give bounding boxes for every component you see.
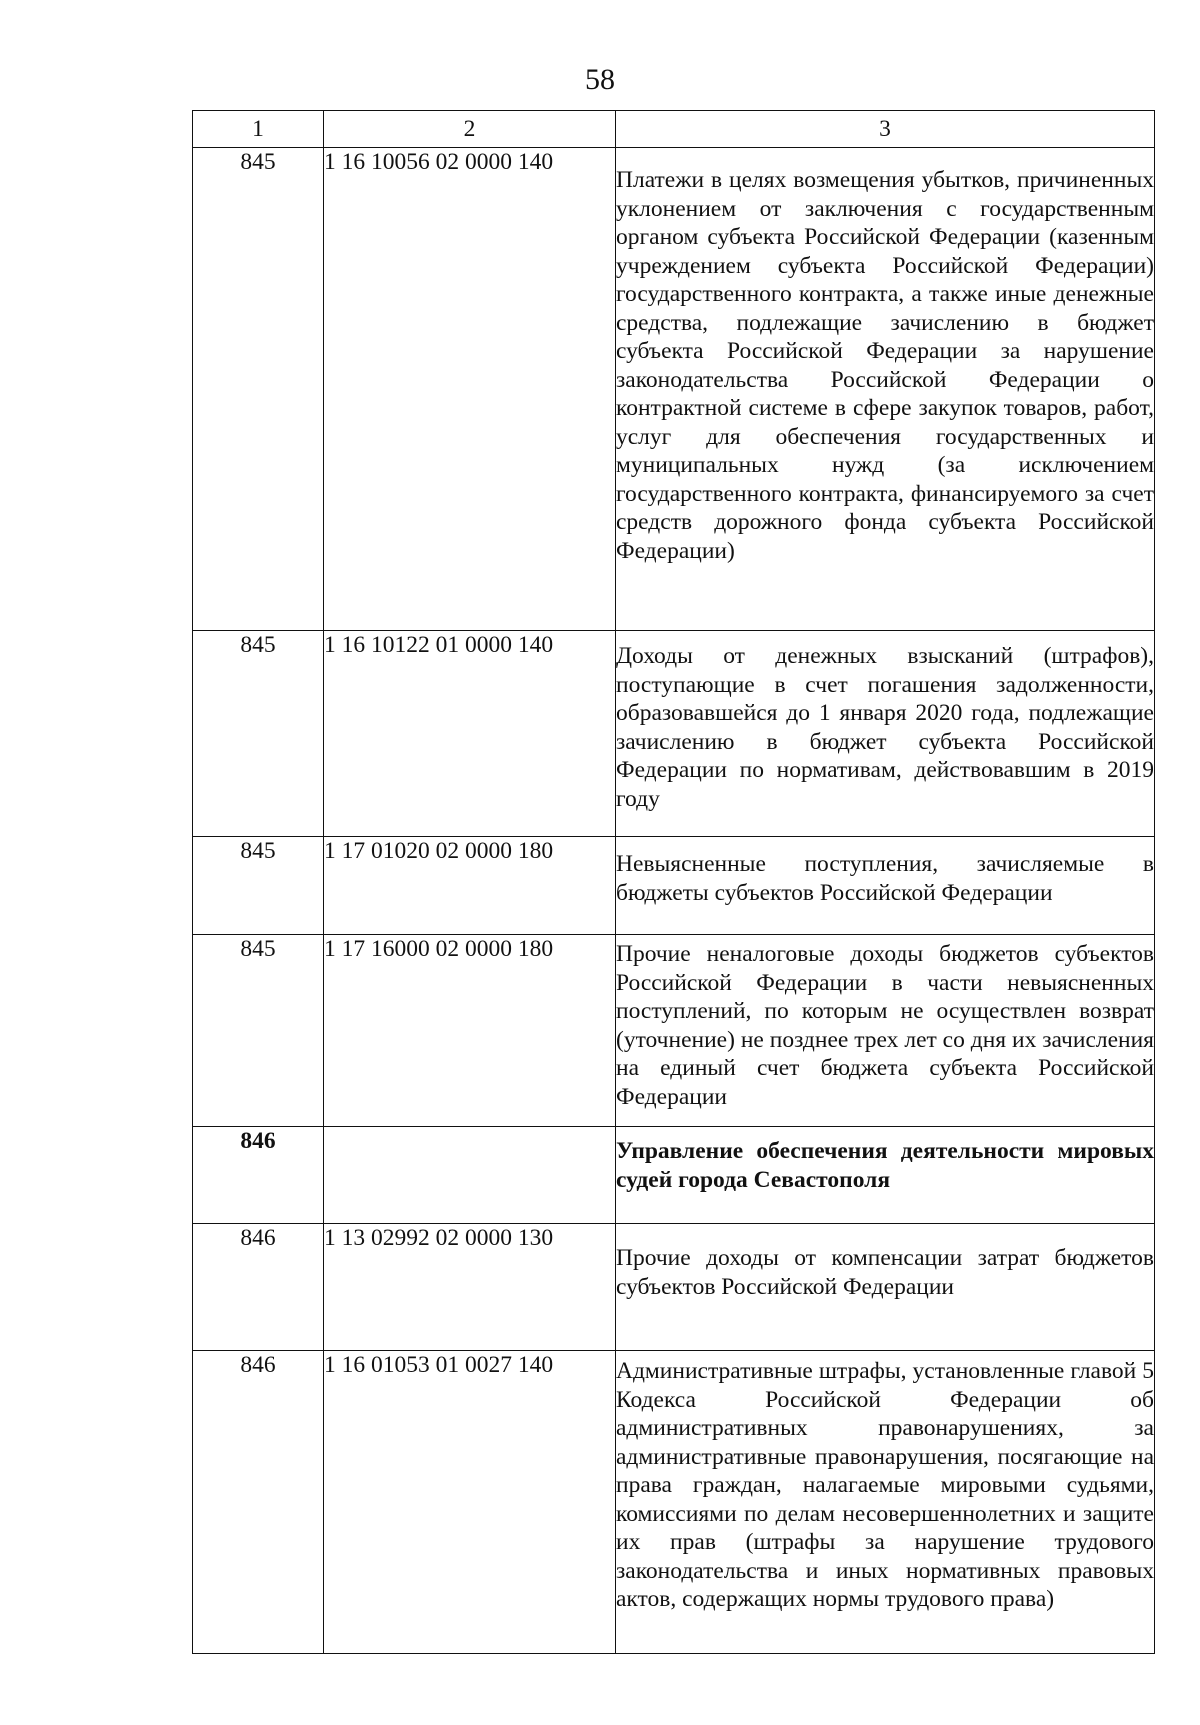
header-col-1: 1 xyxy=(193,111,324,148)
table-row xyxy=(193,837,1155,935)
admin-code-cell: 845 xyxy=(193,148,324,631)
header-col-2: 2 xyxy=(324,111,616,148)
table-row xyxy=(193,935,1155,1127)
budget-code-cell: 1 17 16000 02 0000 180 xyxy=(324,935,616,1127)
admin-code-cell: 846 xyxy=(193,1127,324,1224)
admin-code-cell: 845 xyxy=(193,935,324,1127)
table-row xyxy=(193,1351,1155,1654)
budget-code-cell: 1 17 01020 02 0000 180 xyxy=(324,837,616,935)
description-cell: Административные штрафы, установленные главой 5 Кодекса Российской Федерации об административных правонарушениях, за административные правонарушения, посягающие на права граждан, налагаемые мировыми судьями, комиссиями по делам несовершеннолетних и защите их прав (штрафы за нарушение трудового законодательства и иных нормативных правовых актов, содержащих нормы трудового права) xyxy=(616,1351,1155,1654)
description-cell: Невыясненные поступления, зачисляемые в бюджеты субъектов Российской Федерации xyxy=(616,837,1155,935)
budget-code-cell: 1 16 10056 02 0000 140 xyxy=(324,148,616,631)
description-cell: Прочие доходы от компенсации затрат бюджетов субъектов Российской Федерации xyxy=(616,1224,1155,1351)
revenue-codes-table xyxy=(192,110,1155,1654)
description-cell: Платежи в целях возмещения убытков, причиненных уклонением от заключения с государственным органом субъекта Российской Федерации (казенным учреждением субъекта Российской Федерации) государственного контракта, а также иные денежные средства, подлежащие зачислению в бюджет субъекта Российской Федерации за нарушение законодательства Российской Федерации о контрактной системе в сфере закупок товаров, работ, услуг для обеспечения государственных и муниципальных нужд (за исключением государственного контракта, финансируемого за счет средств дорожного фонда субъекта Российской Федерации) xyxy=(616,148,1155,631)
table-row xyxy=(193,1224,1155,1351)
description-cell: Доходы от денежных взысканий (штрафов), поступающие в счет погашения задолженности, образовавшейся до 1 января 2020 года, подлежащие зачислению в бюджет субъекта Российской Федерации по нормативам, действовавшим в 2019 году xyxy=(616,631,1155,837)
table-row-section-header xyxy=(193,1127,1155,1224)
table-row xyxy=(193,148,1155,631)
budget-code-cell: 1 13 02992 02 0000 130 xyxy=(324,1224,616,1351)
admin-code-cell: 846 xyxy=(193,1351,324,1654)
admin-code-cell: 846 xyxy=(193,1224,324,1351)
section-title-cell: Управление обеспечения деятельности мировых судей города Севастополя xyxy=(616,1127,1155,1224)
table-header-row xyxy=(193,111,1155,148)
admin-code-cell: 845 xyxy=(193,837,324,935)
budget-code-cell: 1 16 01053 01 0027 140 xyxy=(324,1351,616,1654)
admin-code-cell: 845 xyxy=(193,631,324,837)
header-col-3: 3 xyxy=(616,111,1155,148)
budget-code-cell xyxy=(324,1127,616,1224)
table-row xyxy=(193,631,1155,837)
budget-code-cell: 1 16 10122 01 0000 140 xyxy=(324,631,616,837)
description-cell: Прочие неналоговые доходы бюджетов субъектов Российской Федерации в части невыясненных поступлений, по которым не осуществлен возврат (уточнение) не позднее трех лет со дня их зачисления на единый счет бюджета субъекта Российской Федерации xyxy=(616,935,1155,1127)
page-number: 58 xyxy=(585,63,615,96)
